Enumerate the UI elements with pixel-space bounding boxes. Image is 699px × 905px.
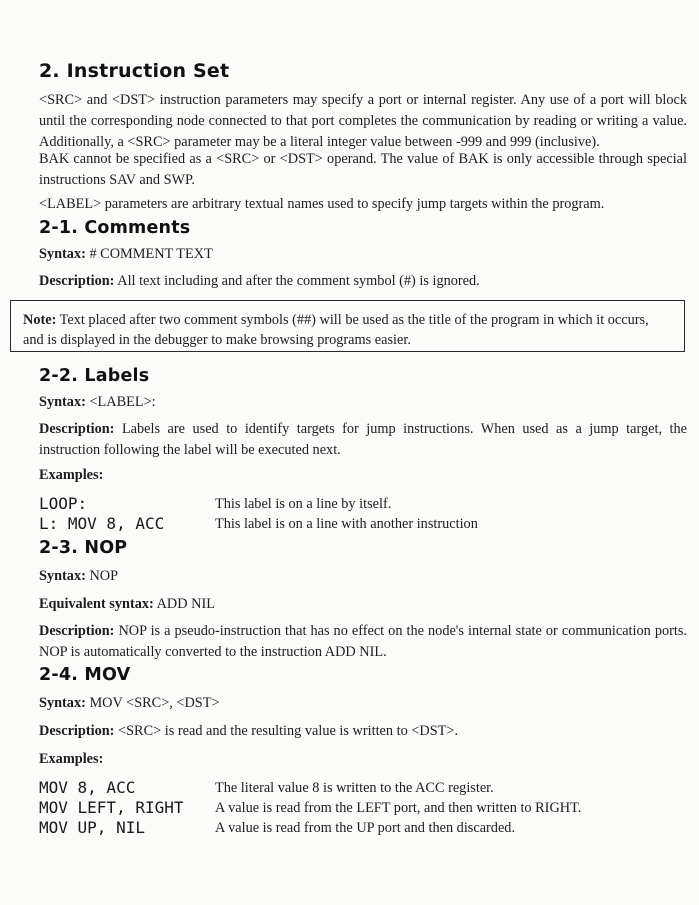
intro-paragraph-3: <LABEL> parameters are arbitrary textual names used to specify jump targets within the program.	[39, 196, 605, 212]
example-description: A value is read from the UP port and then discarded.	[215, 820, 516, 836]
syntax-label: Syntax:	[39, 246, 86, 262]
nop-heading: 2-3. NOP	[39, 538, 128, 558]
comments-heading: 2-1. Comments	[39, 218, 191, 238]
description-text: Labels are used to identify targets for jump instructions. When used as a jump target, the instruction following the label will be executed next.	[39, 421, 687, 458]
example-code: MOV UP, NIL	[39, 818, 145, 837]
example-row	[39, 818, 687, 840]
example-row	[39, 514, 687, 536]
labels-examples-label: Examples:	[39, 467, 104, 483]
example-description: This label is on a line with another instruction	[215, 516, 478, 532]
syntax-label: Syntax:	[39, 394, 86, 410]
syntax-text: <LABEL>:	[85, 394, 156, 410]
example-row	[39, 798, 687, 820]
equivalent-label: Equivalent syntax:	[39, 596, 154, 612]
example-description: This label is on a line by itself.	[215, 496, 392, 512]
syntax-label: Syntax:	[39, 695, 86, 711]
nop-equivalent-syntax	[39, 594, 687, 615]
intro-paragraph-1: <SRC> and <DST> instruction parameters may specify a port or internal register. Any use of a port will block until the corresponding node connected to that port completes the communication by reading or writing a value. Additionally, a <SRC> parameter may be a literal integer value between -999 and 999 (inclusive).	[39, 92, 687, 150]
example-description: A value is read from the LEFT port, and then written to RIGHT.	[215, 800, 582, 816]
note-label: Note:	[23, 312, 57, 328]
description-label: Description:	[39, 273, 115, 289]
example-code: LOOP:	[39, 494, 88, 513]
syntax-label: Syntax:	[39, 568, 86, 584]
example-description: The literal value 8 is written to the ACC register.	[215, 780, 494, 796]
description-label: Description:	[39, 623, 115, 639]
comments-description	[39, 271, 687, 292]
syntax-text: MOV <SRC>, <DST>	[85, 695, 220, 711]
example-code: L: MOV 8, ACC	[39, 514, 165, 533]
description-text: All text including and after the comment symbol (#) is ignored.	[114, 273, 480, 289]
intro-paragraph-2: BAK cannot be specified as a <SRC> or <DST> operand. The value of BAK is only accessible through special instructions SAV and SWP.	[39, 151, 687, 188]
syntax-text: # COMMENT TEXT	[85, 246, 213, 262]
syntax-text: NOP	[85, 568, 119, 584]
description-label: Description:	[39, 421, 115, 437]
example-code: MOV 8, ACC	[39, 778, 136, 797]
nop-syntax	[39, 566, 687, 587]
comments-syntax	[39, 244, 687, 265]
labels-description	[39, 419, 687, 461]
section-title: 2. Instruction Set	[39, 60, 230, 82]
example-row	[39, 494, 687, 516]
mov-examples-label: Examples:	[39, 751, 104, 767]
note-box	[10, 300, 685, 352]
mov-description	[39, 721, 687, 742]
description-text: NOP is a pseudo-instruction that has no effect on the node's internal state or communication ports. NOP is automatically converted to the instruction ADD NIL.	[39, 623, 687, 660]
note-text	[23, 310, 672, 350]
mov-syntax	[39, 693, 687, 714]
description-label: Description:	[39, 723, 115, 739]
description-text: <SRC> is read and the resulting value is written to <DST>.	[114, 723, 459, 739]
nop-description	[39, 621, 687, 663]
example-row	[39, 778, 687, 800]
example-code: MOV LEFT, RIGHT	[39, 798, 184, 817]
labels-heading: 2-2. Labels	[39, 366, 150, 386]
labels-syntax	[39, 392, 687, 413]
equivalent-text: ADD NIL	[153, 596, 215, 612]
mov-heading: 2-4. MOV	[39, 665, 131, 685]
note-body: Text placed after two comment symbols (##) will be used as the title of the program in which it occurs, and is displayed in the debugger to make browsing programs easier.	[23, 312, 649, 348]
